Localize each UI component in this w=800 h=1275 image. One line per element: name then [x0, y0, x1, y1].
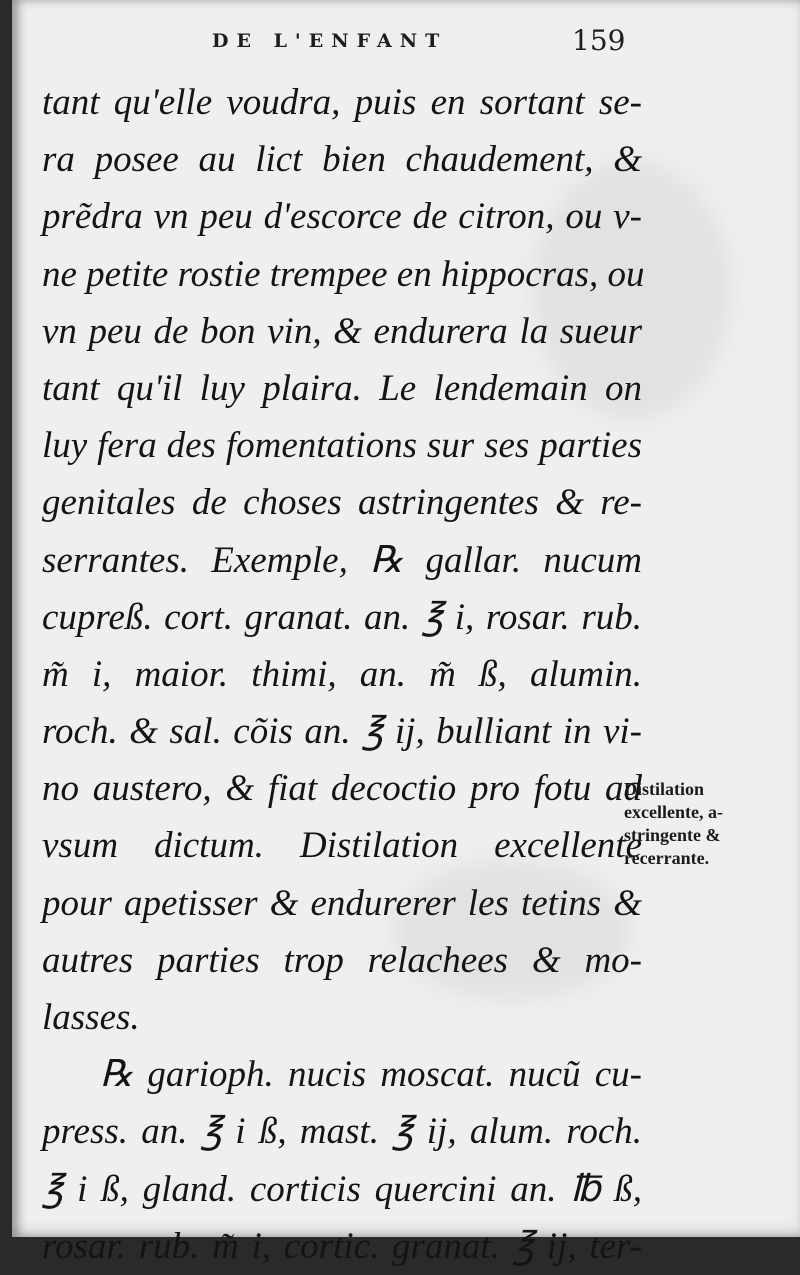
text-line: prẽdra vn peu d'escorce de citron, ou v- [42, 196, 642, 238]
body-text [42, 74, 645, 1275]
text-line: tant qu'il luy plaira. Le lendemain on [42, 367, 642, 409]
text-line: serrantes. Exemple, ℞ gallar. nucum [42, 539, 642, 581]
running-head: DE L'ENFANT [212, 30, 448, 52]
text-line: lasses. [42, 997, 140, 1038]
page-number: 159 [572, 24, 626, 57]
text-line: vsum dictum. Distilation excellente [42, 825, 642, 867]
text-line: rosar. rub. m̃ i, cortic. granat. ℥ ij, ter- [42, 1225, 642, 1267]
text-line: luy fera des fomentations sur ses parties [42, 425, 642, 467]
text-line: vn peu de bon vin, & endurera la sueur [42, 310, 642, 352]
text-line: tant qu'elle voudra, puis en sortant se- [42, 82, 642, 123]
book-page [12, 0, 800, 1267]
margin-note-line: recerrante. [624, 848, 710, 868]
text-line: press. an. ℥ i ß, mast. ℥ ij, alum. roch. [42, 1111, 642, 1153]
text-line: ℞ garioph. nucis moscat. nucũ cu- [100, 1054, 642, 1096]
text-line: roch. & sal. cõis an. ℥ ij, bulliant in vi- [42, 711, 642, 753]
margin-note-line: excellente, a- [624, 802, 723, 822]
margin-note-line: stringente & [624, 825, 721, 845]
text-line: no austero, & fiat decoctio pro fotu ad [42, 768, 642, 810]
text-line: genitales de choses astringentes & re- [42, 482, 642, 524]
text-line: ne petite rostie trempee en hippocras, ou [42, 253, 645, 295]
text-line: autres parties trop relachees & mo- [42, 939, 642, 981]
margin-note-line: Distilation [624, 779, 705, 799]
text-line: pour apetisser & endurerer les tetins & [42, 882, 642, 924]
text-line: ra posee au lict bien chaudement, & [42, 139, 642, 181]
text-line: cupreß. cort. granat. an. ℥ i, rosar. rub. [42, 596, 642, 638]
margin-note [624, 778, 794, 870]
text-line: ℥ i ß, gland. corticis quercini an. ℔ ß, [42, 1168, 642, 1210]
text-line: m̃ i, maior. thimi, an. m̃ ß, alumin. [42, 653, 642, 695]
